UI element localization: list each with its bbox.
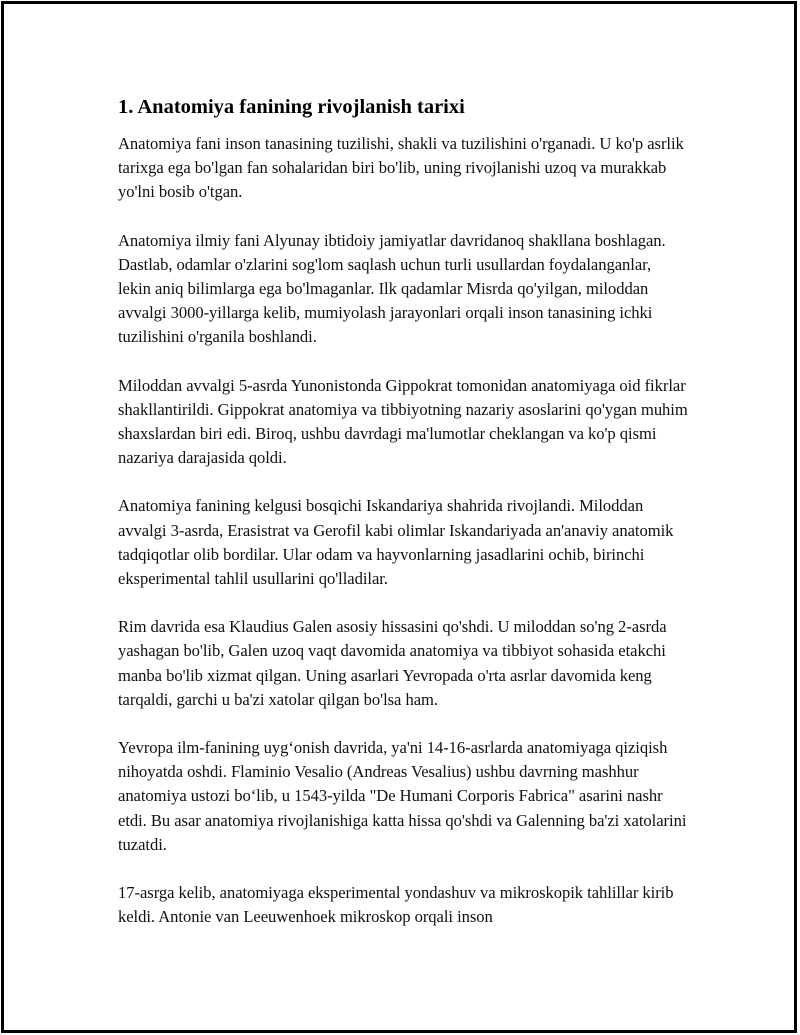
- paragraph-renaissance: Yevropa ilm-fanining uyg‘onish davrida, ya'ni 14-16-asrlarda anatomiyaga qiziqish nihoyatda oshdi. Flaminio Vesalio (Andreas Vesalius) ushbu davrning mashhur anatomiya ustozi bo‘lib, u 1543-yilda "De Humani Corporis Fabrica" asarini nashr etdi. Bu asar anatomiya rivojlanishiga katta hissa qo'shdi va Galenning ba'zi xatolarini tuzatdi.: [118, 738, 687, 854]
- paragraph-primitive-egypt: Anatomiya ilmiy fani Alyunay ibtidoiy jamiyatlar davridanoq shakllana boshlagan. Dastlab, odamlar o'zlarini sog'lom saqlash uchun turli usullardan foydalanganlar, lekin aniq bilimlarga ega bo'lmaganlar. Ilk qadamlar Misrda qo'yilgan, miloddan avvalgi 3000-yillarga kelib, mumiyolash jarayonlari orqali inson tanasining ichki tuzilishini o'rganila boshlandi.: [118, 230, 666, 347]
- document-body: [118, 94, 688, 929]
- paragraph-hippocrates: Miloddan avvalgi 5-asrda Yunonistonda Gippokrat tomonidan anatomiyaga oid fikrlar shakllantirildi. Gippokrat anatomiya va tibbiyotning nazariy asoslarini qo'ygan muhim shaxslardan biri edi. Biroq, ushbu davrdagi ma'lumotlar cheklangan va ko'p qismi nazariya darajasida qoldi.: [118, 375, 688, 468]
- paragraph-galen: Rim davrida esa Klaudius Galen asosiy hissasini qo'shdi. U miloddan so'ng 2-asrda yashagan bo'lib, Galen uzoq vaqt davomida anatomiya va tibbiyot sohasida etakchi manba bo'lib xizmat qilgan. Uning asarlari Yevropada o'rta asrlar davomida keng tarqaldi, garchi u ba'zi xatolar qilgan bo'lsa ham.: [118, 617, 667, 709]
- paragraph-alexandria: Anatomiya fanining kelgusi bosqichi Iskandariya shahrida rivojlandi. Miloddan avvalgi 3-asrda, Erasistrat va Gerofil kabi olimlar Iskandariyada an'anaviy anatomik tadqiqotlar olib bordilar. Ular odam va hayvonlarning jasadlarini ochib, birinchi eksperimental tahlil usullarini qo'lladilar.: [118, 496, 674, 589]
- paragraph-17th-century: 17-asrga kelib, anatomiyaga eksperimental yondashuv va mikroskopik tahlillar kirib keldi. Antonie van Leeuwenhoek mikroskop orqali inson: [118, 883, 674, 927]
- paragraph-intro: Anatomiya fani inson tanasining tuzilishi, shakli va tuzilishini o'rganadi. U ko'p asrlik tarixga ega bo'lgan fan sohalaridan biri bo'lib, uning rivojlanishi uzoq va murakkab yo'lni bosib o'tgan.: [118, 134, 684, 202]
- document-title: 1. Anatomiya fanining rivojlanish tarixi: [118, 96, 465, 118]
